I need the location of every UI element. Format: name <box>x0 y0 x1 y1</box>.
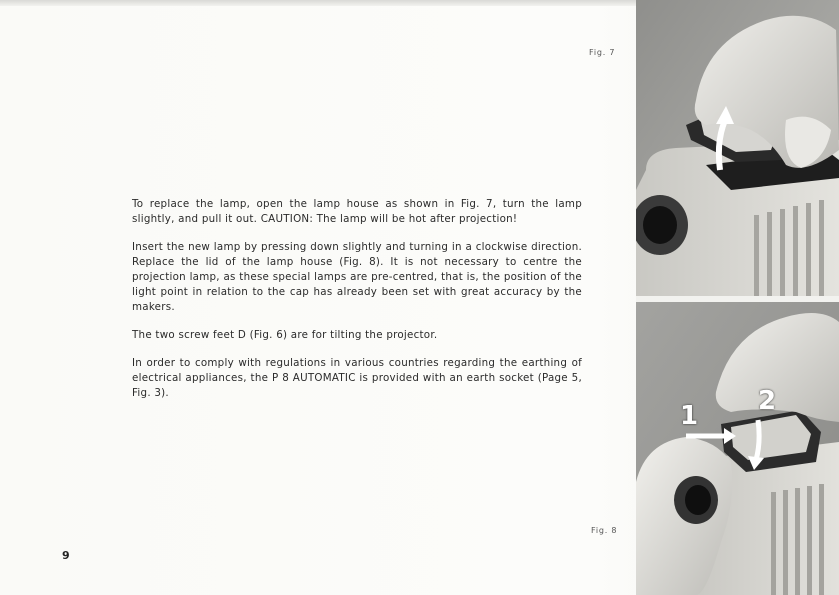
fig7-caption: Fig. 7 <box>589 48 616 57</box>
fig7-photo-illustration <box>636 0 839 296</box>
fig8-callout-1: 1 <box>680 401 699 431</box>
fig8-callout-2: 2 <box>758 386 777 416</box>
instruction-text <box>132 197 582 414</box>
paragraph-screw-feet: The two screw feet D (Fig. 6) are for tilting the projector. <box>132 329 438 341</box>
fig8-caption: Fig. 8 <box>591 526 618 535</box>
paragraph-replace-lamp: To replace the lamp, open the lamp house as shown in Fig. 7, turn the lamp slightly, and pull it out. CAUTION: The lamp will be hot after projection! <box>132 198 582 225</box>
page-top-edge <box>0 0 636 6</box>
paragraph-earthing: In order to comply with regulations in various countries regarding the earthing of electrical appliances, the P 8 AUTOMATIC is provided with an earth socket (Page 5, Fig. 3). <box>132 357 582 399</box>
paragraph-insert-lamp: Insert the new lamp by pressing down slightly and turning in a clockwise direction. Replace the lid of the lamp house (Fig. 8). It is not necessary to centre the projection lamp, as these special lamps are pre-centred, that is, the position of the light point in relation to the cap has already been set with great accuracy by the makers. <box>132 241 582 313</box>
fig8-photo-illustration <box>636 302 839 595</box>
page-number: 9 <box>62 549 70 562</box>
hand-lifting-lamp-house-lid-photo <box>636 0 839 296</box>
hand-inserting-lamp-photo <box>636 302 839 595</box>
